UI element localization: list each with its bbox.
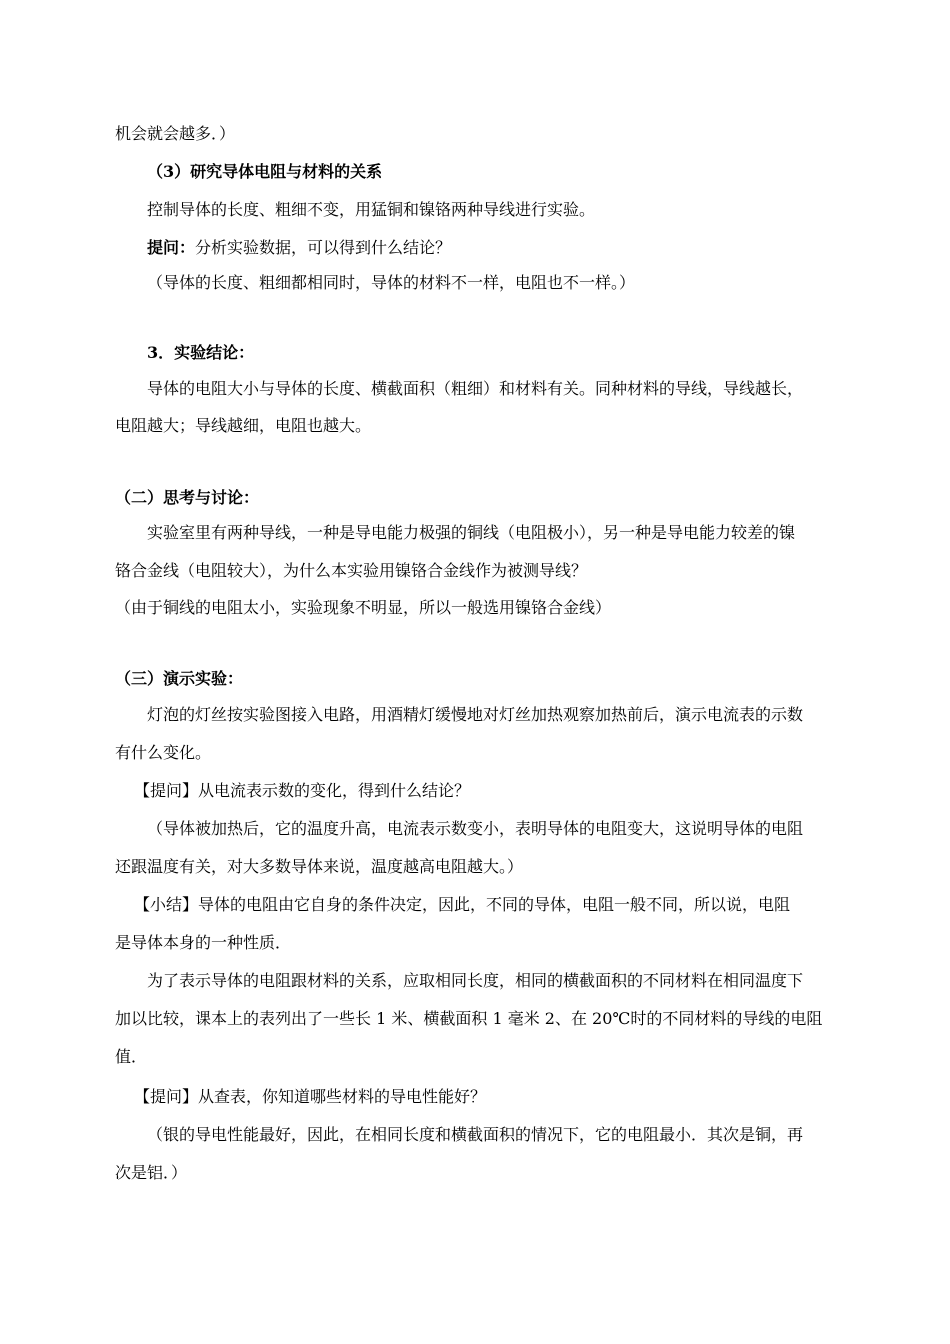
paragraph-line: 实验室里有两种导线，一种是导电能力极强的铜线（电阻极小），另一种是导电能力较差的镍	[147, 523, 796, 542]
paragraph-line: 导体的电阻大小与导体的长度、横截面积（粗细）和材料有关。同种材料的导线，导线越长，	[147, 379, 804, 398]
paragraph-line: 还跟温度有关，对大多数导体来说，温度越高电阻越大。）	[115, 857, 524, 876]
question-text: 分析实验数据，可以得到什么结论？	[195, 238, 452, 257]
paragraph-line: 次是铝．）	[115, 1163, 188, 1182]
paragraph-line: 值．	[115, 1047, 148, 1066]
question-label: 提问：	[147, 238, 196, 257]
paragraph-line: 控制导体的长度、粗细不变，用猛铜和镍铬两种导线进行实验。	[147, 200, 596, 219]
paragraph-line: 有什么变化。	[115, 743, 212, 762]
question-line	[147, 237, 451, 259]
answer-line: （银的导电性能最好，因此，在相同长度和横截面积的情况下，它的电阻最小．其次是铜，再	[147, 1125, 804, 1144]
paragraph-line: 铬合金线（电阻较大），为什么本实验用镍铬合金线作为被测导线？	[115, 561, 588, 580]
conclusion-heading: 3．实验结论：	[147, 343, 255, 362]
question-line: 【提问】从电流表示数的变化，得到什么结论？	[134, 781, 471, 800]
paragraph-line: 灯泡的灯丝按实验图接入电路，用酒精灯缓慢地对灯丝加热观察加热前后，演示电流表的示数	[147, 705, 804, 724]
answer-line: （导体被加热后，它的温度升高，电流表示数变小，表明导体的电阻变大，这说明导体的电阻	[147, 819, 804, 838]
answer-line: （由于铜线的电阻太小，实验现象不明显，所以一般选用镍铬合金线）	[115, 598, 612, 617]
summary-line: 【小结】导体的电阻由它自身的条件决定，因此，不同的导体，电阻一般不同，所以说，电阻	[134, 895, 791, 914]
paragraph-line: 为了表示导体的电阻跟材料的关系，应取相同长度，相同的横截面积的不同材料在相同温度下	[147, 971, 804, 990]
discussion-heading: （二）思考与讨论：	[115, 488, 260, 507]
continued-text: 机会就会越多．）	[115, 124, 236, 143]
paragraph-line: 是导体本身的一种性质．	[115, 933, 292, 952]
question-line: 【提问】从查表，你知道哪些材料的导电性能好？	[134, 1087, 487, 1106]
demo-heading: （三）演示实验：	[115, 669, 244, 688]
paragraph-line: 加以比较，课本上的表列出了一些长 1 米、横截面积 1 毫米 2、在 20℃时的不同材料的导线的电阻	[115, 1009, 823, 1028]
paragraph-line: 电阻越大；导线越细，电阻也越大。	[115, 416, 372, 435]
answer-line: （导体的长度、粗细都相同时，导体的材料不一样，电阻也不一样。）	[147, 273, 636, 292]
section-heading-material: （3）研究导体电阻与材料的关系	[147, 162, 383, 181]
